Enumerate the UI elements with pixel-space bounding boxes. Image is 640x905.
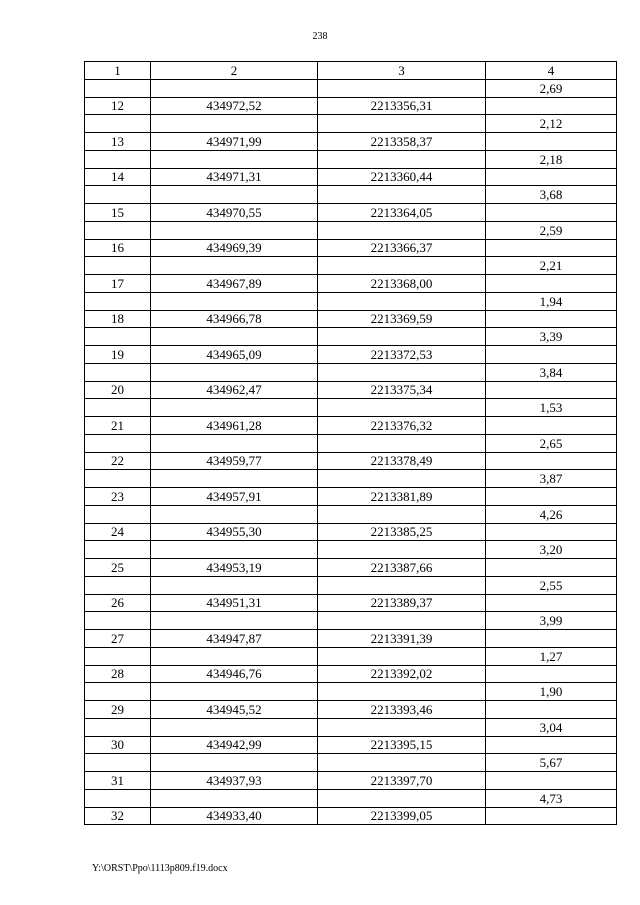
point-row	[85, 736, 617, 754]
distance-cell: 3,99	[486, 612, 617, 630]
empty-cell	[318, 754, 486, 772]
distance-cell: 1,53	[486, 399, 617, 417]
distance-row	[85, 470, 617, 488]
distance-cell: 1,27	[486, 647, 617, 665]
point-row	[85, 807, 617, 825]
distance-row	[85, 257, 617, 275]
empty-cell	[151, 328, 318, 346]
empty-cell	[85, 718, 151, 736]
point-number-cell: 27	[85, 630, 151, 648]
point-row	[85, 346, 617, 364]
point-number-cell: 12	[85, 97, 151, 115]
point-row	[85, 310, 617, 328]
empty-cell	[486, 807, 617, 825]
point-row	[85, 168, 617, 186]
y-coordinate-cell: 2213387,66	[318, 559, 486, 577]
y-coordinate-cell: 2213395,15	[318, 736, 486, 754]
empty-cell	[318, 470, 486, 488]
empty-cell	[151, 718, 318, 736]
x-coordinate-cell: 434937,93	[151, 772, 318, 790]
x-coordinate-cell: 434951,31	[151, 594, 318, 612]
point-number-cell: 24	[85, 523, 151, 541]
point-number-cell: 22	[85, 452, 151, 470]
file-path-footer: Y:\ORST\Ppo\1113p809.f19.docx	[92, 863, 228, 874]
empty-cell	[318, 683, 486, 701]
y-coordinate-cell: 2213393,46	[318, 701, 486, 719]
distance-cell: 4,73	[486, 789, 617, 807]
point-row	[85, 239, 617, 257]
empty-cell	[318, 115, 486, 133]
distance-cell: 4,26	[486, 505, 617, 523]
empty-cell	[151, 292, 318, 310]
empty-cell	[318, 718, 486, 736]
distance-cell: 2,21	[486, 257, 617, 275]
point-number-cell: 19	[85, 346, 151, 364]
empty-cell	[85, 115, 151, 133]
x-coordinate-cell: 434946,76	[151, 665, 318, 683]
empty-cell	[486, 772, 617, 790]
empty-cell	[151, 115, 318, 133]
empty-cell	[318, 221, 486, 239]
empty-cell	[151, 612, 318, 630]
distance-row	[85, 434, 617, 452]
point-number-cell: 14	[85, 168, 151, 186]
point-row	[85, 523, 617, 541]
y-coordinate-cell: 2213376,32	[318, 417, 486, 435]
distance-row	[85, 505, 617, 523]
point-number-cell: 32	[85, 807, 151, 825]
empty-cell	[486, 275, 617, 293]
empty-cell	[85, 683, 151, 701]
distance-cell: 2,18	[486, 150, 617, 168]
x-coordinate-cell: 434962,47	[151, 381, 318, 399]
empty-cell	[85, 470, 151, 488]
y-coordinate-cell: 2213391,39	[318, 630, 486, 648]
point-row	[85, 452, 617, 470]
y-coordinate-cell: 2213360,44	[318, 168, 486, 186]
x-coordinate-cell: 434933,40	[151, 807, 318, 825]
y-coordinate-cell: 2213358,37	[318, 133, 486, 151]
empty-cell	[151, 683, 318, 701]
empty-cell	[151, 505, 318, 523]
empty-cell	[486, 417, 617, 435]
distance-row	[85, 115, 617, 133]
empty-cell	[85, 79, 151, 97]
empty-cell	[318, 79, 486, 97]
empty-cell	[318, 647, 486, 665]
empty-cell	[486, 346, 617, 364]
empty-cell	[85, 328, 151, 346]
empty-cell	[486, 97, 617, 115]
distance-cell: 3,20	[486, 541, 617, 559]
page-number: 238	[312, 31, 328, 42]
point-row	[85, 133, 617, 151]
empty-cell	[486, 168, 617, 186]
empty-cell	[151, 186, 318, 204]
empty-cell	[318, 150, 486, 168]
header-cell-point: 1	[85, 62, 151, 80]
empty-cell	[486, 133, 617, 151]
x-coordinate-cell: 434965,09	[151, 346, 318, 364]
point-row	[85, 630, 617, 648]
point-row	[85, 275, 617, 293]
empty-cell	[318, 257, 486, 275]
point-number-cell: 28	[85, 665, 151, 683]
header-cell-distance: 4	[486, 62, 617, 80]
point-row	[85, 559, 617, 577]
distance-cell: 3,04	[486, 718, 617, 736]
x-coordinate-cell: 434942,99	[151, 736, 318, 754]
empty-cell	[151, 221, 318, 239]
x-coordinate-cell: 434970,55	[151, 204, 318, 222]
x-coordinate-cell: 434967,89	[151, 275, 318, 293]
x-coordinate-cell: 434971,99	[151, 133, 318, 151]
coordinates-table-body	[85, 62, 617, 825]
empty-cell	[318, 363, 486, 381]
distance-row	[85, 79, 617, 97]
distance-row	[85, 328, 617, 346]
distance-row	[85, 186, 617, 204]
empty-cell	[85, 647, 151, 665]
empty-cell	[486, 310, 617, 328]
distance-row	[85, 292, 617, 310]
empty-cell	[151, 576, 318, 594]
empty-cell	[486, 736, 617, 754]
empty-cell	[151, 399, 318, 417]
y-coordinate-cell: 2213381,89	[318, 488, 486, 506]
empty-cell	[85, 505, 151, 523]
distance-cell: 2,59	[486, 221, 617, 239]
x-coordinate-cell: 434972,52	[151, 97, 318, 115]
empty-cell	[151, 257, 318, 275]
empty-cell	[318, 541, 486, 559]
point-row	[85, 97, 617, 115]
empty-cell	[318, 612, 486, 630]
distance-cell: 3,84	[486, 363, 617, 381]
point-number-cell: 23	[85, 488, 151, 506]
point-number-cell: 21	[85, 417, 151, 435]
empty-cell	[151, 541, 318, 559]
empty-cell	[85, 399, 151, 417]
empty-cell	[318, 434, 486, 452]
empty-cell	[85, 541, 151, 559]
distance-cell: 2,12	[486, 115, 617, 133]
y-coordinate-cell: 2213369,59	[318, 310, 486, 328]
empty-cell	[85, 186, 151, 204]
empty-cell	[318, 328, 486, 346]
distance-cell: 3,87	[486, 470, 617, 488]
x-coordinate-cell: 434945,52	[151, 701, 318, 719]
empty-cell	[151, 150, 318, 168]
distance-row	[85, 576, 617, 594]
distance-cell: 3,68	[486, 186, 617, 204]
y-coordinate-cell: 2213385,25	[318, 523, 486, 541]
empty-cell	[85, 363, 151, 381]
point-number-cell: 20	[85, 381, 151, 399]
x-coordinate-cell: 434966,78	[151, 310, 318, 328]
distance-row	[85, 541, 617, 559]
distance-cell: 2,65	[486, 434, 617, 452]
distance-row	[85, 221, 617, 239]
empty-cell	[486, 559, 617, 577]
point-number-cell: 29	[85, 701, 151, 719]
distance-cell: 2,55	[486, 576, 617, 594]
empty-cell	[85, 576, 151, 594]
empty-cell	[85, 789, 151, 807]
distance-row	[85, 399, 617, 417]
y-coordinate-cell: 2213372,53	[318, 346, 486, 364]
empty-cell	[486, 630, 617, 648]
x-coordinate-cell: 434959,77	[151, 452, 318, 470]
empty-cell	[318, 399, 486, 417]
empty-cell	[151, 79, 318, 97]
empty-cell	[151, 754, 318, 772]
empty-cell	[85, 434, 151, 452]
x-coordinate-cell: 434955,30	[151, 523, 318, 541]
point-number-cell: 18	[85, 310, 151, 328]
empty-cell	[85, 221, 151, 239]
empty-cell	[318, 789, 486, 807]
point-row	[85, 417, 617, 435]
empty-cell	[486, 701, 617, 719]
empty-cell	[85, 150, 151, 168]
point-row	[85, 701, 617, 719]
distance-cell: 2,69	[486, 79, 617, 97]
empty-cell	[85, 612, 151, 630]
empty-cell	[85, 257, 151, 275]
y-coordinate-cell: 2213375,34	[318, 381, 486, 399]
header-row	[85, 62, 617, 80]
y-coordinate-cell: 2213397,70	[318, 772, 486, 790]
y-coordinate-cell: 2213356,31	[318, 97, 486, 115]
distance-row	[85, 150, 617, 168]
x-coordinate-cell: 434971,31	[151, 168, 318, 186]
x-coordinate-cell: 434953,19	[151, 559, 318, 577]
point-row	[85, 381, 617, 399]
y-coordinate-cell: 2213399,05	[318, 807, 486, 825]
distance-cell: 1,90	[486, 683, 617, 701]
point-number-cell: 15	[85, 204, 151, 222]
point-row	[85, 772, 617, 790]
distance-cell: 3,39	[486, 328, 617, 346]
y-coordinate-cell: 2213364,05	[318, 204, 486, 222]
distance-row	[85, 647, 617, 665]
empty-cell	[318, 292, 486, 310]
coordinates-table	[84, 61, 617, 825]
distance-row	[85, 612, 617, 630]
empty-cell	[486, 523, 617, 541]
x-coordinate-cell: 434961,28	[151, 417, 318, 435]
point-row	[85, 488, 617, 506]
distance-row	[85, 363, 617, 381]
empty-cell	[486, 594, 617, 612]
y-coordinate-cell: 2213368,00	[318, 275, 486, 293]
point-number-cell: 31	[85, 772, 151, 790]
x-coordinate-cell: 434969,39	[151, 239, 318, 257]
distance-row	[85, 754, 617, 772]
distance-row	[85, 718, 617, 736]
empty-cell	[85, 292, 151, 310]
distance-row	[85, 683, 617, 701]
empty-cell	[486, 488, 617, 506]
empty-cell	[486, 452, 617, 470]
empty-cell	[486, 204, 617, 222]
point-number-cell: 13	[85, 133, 151, 151]
point-number-cell: 25	[85, 559, 151, 577]
point-row	[85, 665, 617, 683]
empty-cell	[151, 363, 318, 381]
header-cell-x: 2	[151, 62, 318, 80]
point-row	[85, 204, 617, 222]
empty-cell	[486, 665, 617, 683]
empty-cell	[486, 381, 617, 399]
empty-cell	[151, 789, 318, 807]
empty-cell	[151, 434, 318, 452]
empty-cell	[318, 505, 486, 523]
distance-row	[85, 789, 617, 807]
point-number-cell: 26	[85, 594, 151, 612]
empty-cell	[85, 754, 151, 772]
point-number-cell: 16	[85, 239, 151, 257]
y-coordinate-cell: 2213366,37	[318, 239, 486, 257]
x-coordinate-cell: 434947,87	[151, 630, 318, 648]
x-coordinate-cell: 434957,91	[151, 488, 318, 506]
empty-cell	[151, 647, 318, 665]
y-coordinate-cell: 2213378,49	[318, 452, 486, 470]
point-number-cell: 17	[85, 275, 151, 293]
empty-cell	[151, 470, 318, 488]
distance-cell: 1,94	[486, 292, 617, 310]
distance-cell: 5,67	[486, 754, 617, 772]
y-coordinate-cell: 2213392,02	[318, 665, 486, 683]
empty-cell	[318, 186, 486, 204]
header-cell-y: 3	[318, 62, 486, 80]
y-coordinate-cell: 2213389,37	[318, 594, 486, 612]
empty-cell	[318, 576, 486, 594]
empty-cell	[486, 239, 617, 257]
point-number-cell: 30	[85, 736, 151, 754]
point-row	[85, 594, 617, 612]
